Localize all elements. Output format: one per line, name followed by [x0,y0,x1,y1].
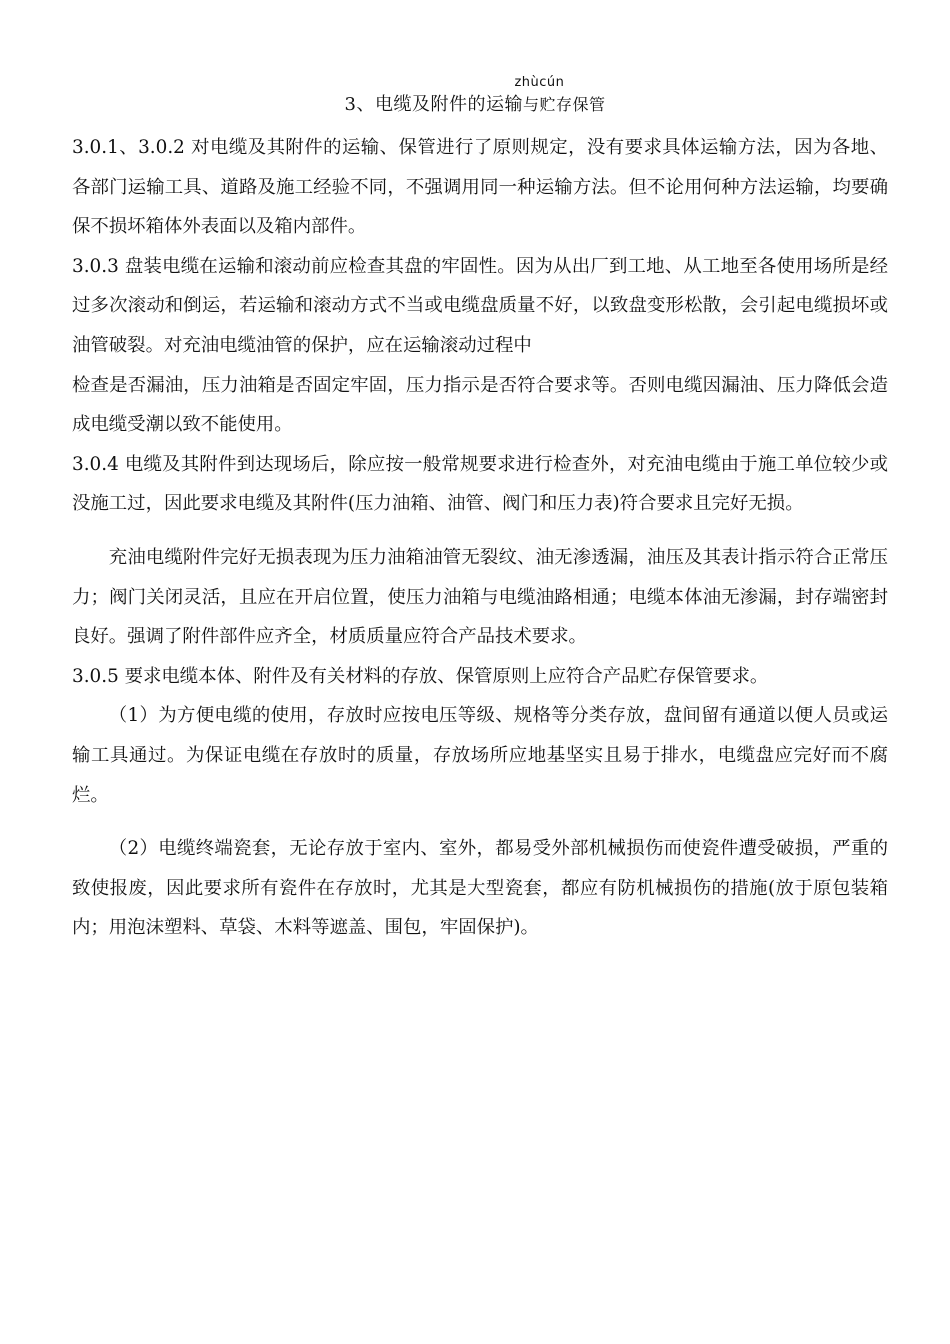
paragraph-3-0-4: 3.0.4 电缆及其附件到达现场后，除应按一般常规要求进行检查外，对充油电缆由于施工单位较少或没施工过，因此要求电缆及其附件(压力油箱、油管、阀门和压力表)符合要求且完好无损。 [72,453,888,515]
title-ruby [514,75,565,118]
section-title [0,75,950,118]
paragraph-3-0-3: 3.0.3 盘装电缆在运输和滚动前应检查其盘的牢固性。因为从出厂到工地、从工地至各使用场所是经过多次滚动和倒运，若运输和滚动方式不当或电缆盘质量不好，以致盘变形松散，会引起电缆损坏或油管破裂。对充油电缆油管的保护，应在运输滚动过程中 [72,255,888,356]
paragraph-item-1: （1）为方便电缆的使用，存放时应按电压等级、规格等分类存放，盘间留有通道以便人员或运输工具通过。为保证电缆在存放时的质量，存放场所应地基坚实且易于排水，电缆盘应完好而不腐烂。 [72,705,888,806]
paragraph-3-0-5: 3.0.5 要求电缆本体、附件及有关材料的存放、保管原则上应符合产品贮存保管要求。 [72,665,769,687]
title-end: 存保管 [555,95,606,114]
body-text [72,128,888,948]
paragraph-3-0-3-continued: 检查是否漏油，压力油箱是否固定牢固，压力指示是否符合要求等。否则电缆因漏油、压力降低会造成电缆受潮以致不能使用。 [72,374,888,436]
title-main: 3、电缆及附件的运输 [344,94,523,115]
title-pinyin: zhùcún [514,75,565,90]
paragraph-3-0-1: 3.0.1、3.0.2 对电缆及其附件的运输、保管进行了原则规定，没有要求具体运输方法，因为各地、各部门运输工具、道路及施工经验不同，不强调用同一种运输方法。但不论用何种方法运输，均要确保不损坏箱体外表面以及箱内部件。 [72,137,888,238]
paragraph-oil-cable-accessories: 充油电缆附件完好无损表现为压力油箱油管无裂纹、油无渗透漏，油压及其表计指示符合正常压力；阀门关闭灵活，且应在开启位置，使压力油箱与电缆油路相通；电缆本体油无渗漏，封存端密封良好。强调了附件部件应齐全，材质质量应符合产品技术要求。 [72,546,888,648]
paragraph-item-2: （2）电缆终端瓷套，无论存放于室内、室外，都易受外部机械损伤而使瓷件遭受破损，严重的致使报废，因此要求所有瓷件在存放时，尤其是大型瓷套，都应有防机械损伤的措施(放于原包装箱内；用泡沫塑料、草袋、木料等遮盖、围包，牢固保护)。 [72,838,888,939]
title-ruby-base: 与贮 [522,95,556,114]
